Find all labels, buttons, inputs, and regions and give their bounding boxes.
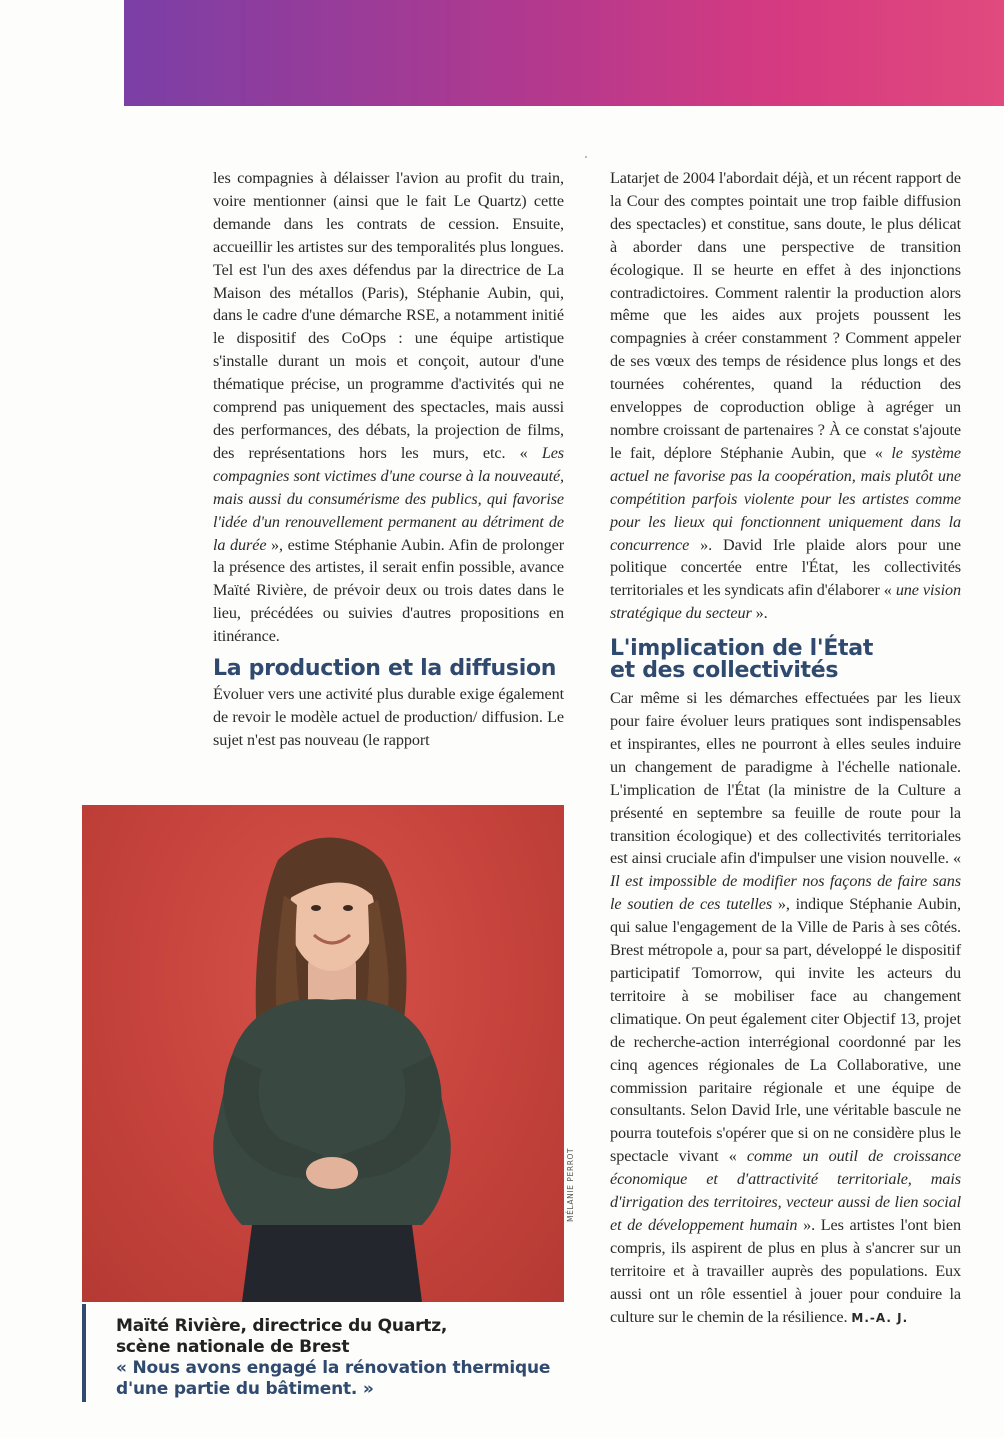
author-signature: M.-A. J. [851,1310,909,1325]
section-heading-production: La production et la diffusion [213,656,557,682]
paragraph: Car même si les démarches effectuées par les lieux pour faire évoluer leurs pratiques sont indispensables et inspirantes, elles ne pourront à elles seules induire un changement de paradigme à l'échelle nationale. L'implication de l'État (la ministre de la Culture a présenté en septembre sa feuille de route pour la transition écologique) et des collectivités territoriales est ainsi cruciale afin d'impulser une vision nouvelle. « Il est impossible de modifier nos façons de faire sans le soutien de ces tutelles », indique Stéphanie Aubin, qui salue l'engagement de la Ville de Paris à ses côtés. Brest métropole a, pour sa part, développé le dispositif participatif Tomorrow, qui invite les acteurs du territoire à se mobiliser face au changement climatique. On peut également citer Objectif 13, projet de recherche-action interrégional coordonné par les cinq agences régionales de La Collaborative, une commission paritaire régionale et une équipe de consultants. Selon David Irle, une véritable bascule ne pourra toutefois s'opérer que si on ne considère plus le spectacle vivant « comme un outil de croissance économique et d'attractivité territoriale, mais d'irrigation des territoires, vecteur aussi de lien social et de développement humain ». Les artistes l'ont bien compris, ils aspirent de plus en plus à s'ancrer sur un territoire et à travailler auprès des populations. Eux aussi ont un rôle essentiel à jouer pour conduire la culture sur le chemin de la résilience. M.-A. J. [610,689,962,1326]
page-mark [585,156,587,158]
paragraph: les compagnies à délaisser l'avion au profit du train, voire mentionner (ainsi que le fait Le Quartz) cette demande dans les contrats de cession. Ensuite, accueillir les artistes sur des temporalités plus longues. Tel est l'un des axes défendus par la directrice de La Maison des métallos (Paris), Stéphanie Aubin, qui, dans le cadre d'une démarche RSE, a notamment initié le dispositif des CoOps : une équipe artistique s'installe durant un mois et conçoit, autour d'une thématique précise, un programme d'activités qui ne comprend pas uniquement des spectacles, mais aussi des performances, des débats, la projection de films, des représentations hors les murs, etc. « Les compagnies sont victimes d'une course à la nouveauté, mais aussi du consumérisme des publics, qui favorise l'idée d'un renouvellement permanent au détriment de la durée », estime Stéphanie Aubin. Afin de prolonger la présence des artistes, il serait enfin possible, avance Maïté Rivière, de prévoir deux ou trois dates dans le lieu, précédées ou suivies d'autres propositions en itinérance. [213,169,564,646]
caption-quote: « Nous avons engagé la rénovation thermique d'une partie du bâtiment. » [116,1358,551,1399]
quote-italic: le système actuel ne favorise pas la coopération, mais plutôt une compétition parfois violente pour les artistes comme pour les lieux qui fonctionnent uniquement dans la concurrence [610,443,961,554]
portrait-photo [82,805,564,1302]
quote-italic: Il est impossible de modifier nos façons de faire sans le soutien de ces tutelles [610,872,961,914]
section-heading-implication: L'implication de l'État et des collectivités [610,636,874,684]
photo-caption [82,1304,562,1402]
quote-italic: une vision stratégique du secteur [610,581,961,623]
right-column [610,167,961,1330]
portrait-illustration [82,805,564,1302]
caption-name: Maïté Rivière, directrice du Quartz, [116,1316,448,1336]
photo-credit: MÉLANIE PERROT [566,1147,575,1222]
left-column [213,167,564,752]
caption-role: scène nationale de Brest [116,1337,350,1357]
quote-italic: comme un outil de croissance économique et d'attractivité territoriale, mais d'irrigation des territoires, vecteur aussi de lien social et de développement humain [610,1147,962,1234]
paragraph: Évoluer vers une activité plus durable exige également de revoir le modèle actuel de production/ diffusion. Le sujet n'est pas nouveau (le rapport [213,685,564,749]
paragraph: Latarjet de 2004 l'abordait déjà, et un récent rapport de la Cour des comptes pointait une trop faible diffusion des spectacles) et constitue, sans doute, le plus délicat à aborder dans une perspective de transition écologique. Il se heurte en effet à des injonctions contradictoires. Comment ralentir la production alors même que les aides aux projets poussent les compagnies à créer constamment ? Comment appeler de ses vœux des temps de résidence plus longs et des tournées cohérentes, quand la réduction des enveloppes de coproduction oblige à agréger un nombre croissant de partenaires ? À ce constat s'ajoute le fait, déplore Stéphanie Aubin, que « le système actuel ne favorise pas la coopération, mais plutôt une compétition parfois violente pour les artistes comme pour les lieux qui fonctionnent uniquement dans la concurrence ». David Irle plaide alors pour une politique concertée entre l'État, les collectivités territoriales et les syndicats afin d'élaborer « une vision stratégique du secteur ». [610,169,961,623]
quote-italic: Les compagnies sont victimes d'une course à la nouveauté, mais aussi du consumérisme des publics, qui favorise l'idée d'un renouvellement permanent au détriment de la durée [213,443,564,554]
header-banner [124,0,1004,106]
